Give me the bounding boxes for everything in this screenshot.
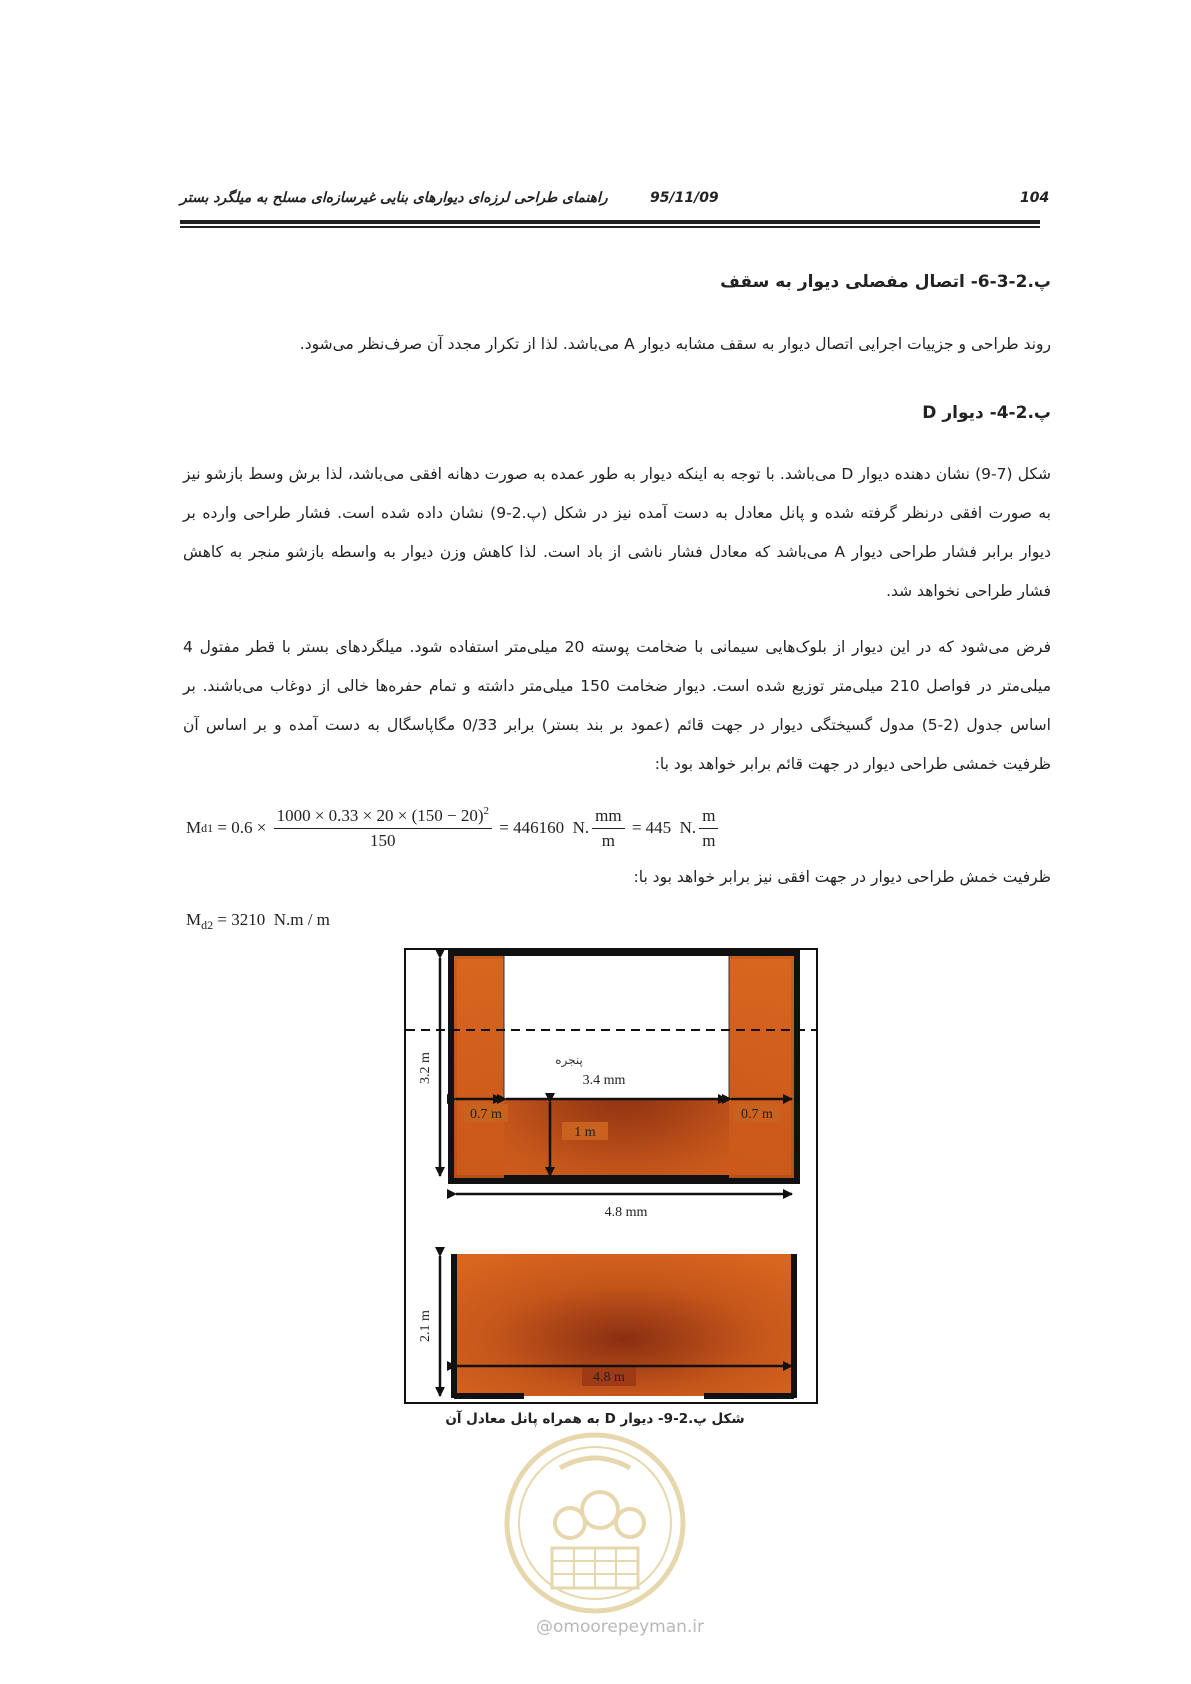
eq1-mid: = 446160 N. — [494, 818, 590, 837]
eq1-numerator: 1000 × 0.33 × 20 × (150 − 20) — [276, 806, 484, 825]
eq1-unit2-den: m — [702, 830, 716, 850]
window-label: پنجره — [555, 1053, 583, 1067]
equation-md1 — [186, 798, 721, 858]
figure-wall-d — [404, 948, 820, 1404]
eq1-unit2 — [699, 806, 718, 851]
header-rule-thick — [180, 220, 1040, 224]
pier-left-label: 0.7 m — [470, 1107, 502, 1122]
section-heading-wall-d: پ.2-4- دیوار D — [922, 403, 1051, 423]
eq1-unit2-num: m — [699, 806, 718, 829]
eq2-lhs: M — [186, 910, 202, 929]
header-date: 95/11/09 — [650, 190, 719, 206]
eq1-denominator: 150 — [370, 831, 396, 850]
eq1-mid2: = 445 N. — [627, 818, 697, 837]
wall-height-label: 3.2 m — [418, 1052, 433, 1084]
eq1-fraction — [274, 805, 492, 851]
eq1-unit1-den: m — [601, 830, 615, 850]
header-title: راهنمای طراحی لرزه‌ای دیوارهای بنایی غیرسازه‌ای مسلح به میلگرد بستر — [180, 190, 608, 206]
wall-width-label: 4.8 mm — [604, 1205, 648, 1220]
watermark-site: @omoorepeyman.ir — [535, 1617, 705, 1637]
eq2-lhs-sub: d2 — [201, 918, 214, 932]
sill-height-label: 1 m — [574, 1125, 596, 1140]
paragraph-wall-d-description: شکل (7-9) نشان دهنده دیوار D می‌باشد. با توجه به اینکه دیوار به طور عمده به صورت دهانه افقی می‌باشد، لذا برش وسط بازشو نیز به صورت افقی درنظر گرفته شده و پانل معادل به دست آمده نیز در شکل (پ.2-9) نشان داده شده است. فشار طراحی وارده بر دیوار برابر فشار طراحی دیوار A می‌باشد که معادل فشار ناشی از باد است. لذا کاهش وزن دیوار به واسطه بازشو منجر به کاهش فشار طراحی نخواهد شد. — [183, 465, 1051, 600]
wall-elevation — [451, 953, 797, 1181]
eq2-rhs: = 3210 N.m / m — [213, 910, 330, 929]
eq1-coef: = 0.6 × — [213, 818, 271, 837]
eq1-unit1 — [592, 806, 624, 851]
opening-width-label: 3.4 mm — [582, 1073, 626, 1088]
eq1-lhs: M — [186, 818, 202, 837]
panel-height-label: 2.1 m — [418, 1310, 433, 1342]
pier-right-label: 0.7 m — [741, 1107, 773, 1122]
figure-caption: شکل پ.2-9- دیوار D به همراه پانل معادل آن — [445, 1411, 745, 1427]
eq1-lhs-sub: d1 — [201, 820, 214, 835]
section-paragraph-connection: روند طراحی و جزییات اجرایی اتصال دیوار به سقف مشابه دیوار A می‌باشد. لذا از تکرار مجدد آن صرف‌نظر می‌شود. — [299, 335, 1051, 353]
paragraph-wall-d-assumptions: فرض می‌شود که در این دیوار از بلوک‌هایی سیمانی با ضخامت پوسته 20 میلی‌متر استفاده شود. میلگردهای بستر با قطر مفتول 4 میلی‌متر در فواصل 210 میلی‌متر توزیع شده است. دیوار ضخامت 150 میلی‌متر داشته و تمام حفره‌ها خالی از دوغاب می‌باشند. بر اساس جدول (2-5) مدول گسیختگی دیوار در جهت قائم (عمود بر بند بستر) برابر 0/33 مگاپاسگال به دست آمده و بر اساس آن ظرفیت خمشی طراحی دیوار در جهت قائم برابر خواهد بود با: — [183, 638, 1051, 773]
eq1-unit1-num: mm — [592, 806, 624, 829]
section-heading-connection: پ.2-3-6- اتصال مفصلی دیوار به سقف — [720, 272, 1051, 292]
page-number: 104 — [1020, 190, 1050, 206]
equation-md2 — [186, 910, 330, 933]
eq1-numerator-sup: 2 — [483, 805, 489, 817]
panel-width-label: 4.8 m — [593, 1370, 625, 1385]
header-rule-thin — [180, 226, 1040, 228]
watermark-seal — [500, 1428, 690, 1618]
paragraph-horizontal-capacity: ظرفیت خمش طراحی دیوار در جهت افقی نیز برابر خواهد بود با: — [633, 868, 1051, 886]
